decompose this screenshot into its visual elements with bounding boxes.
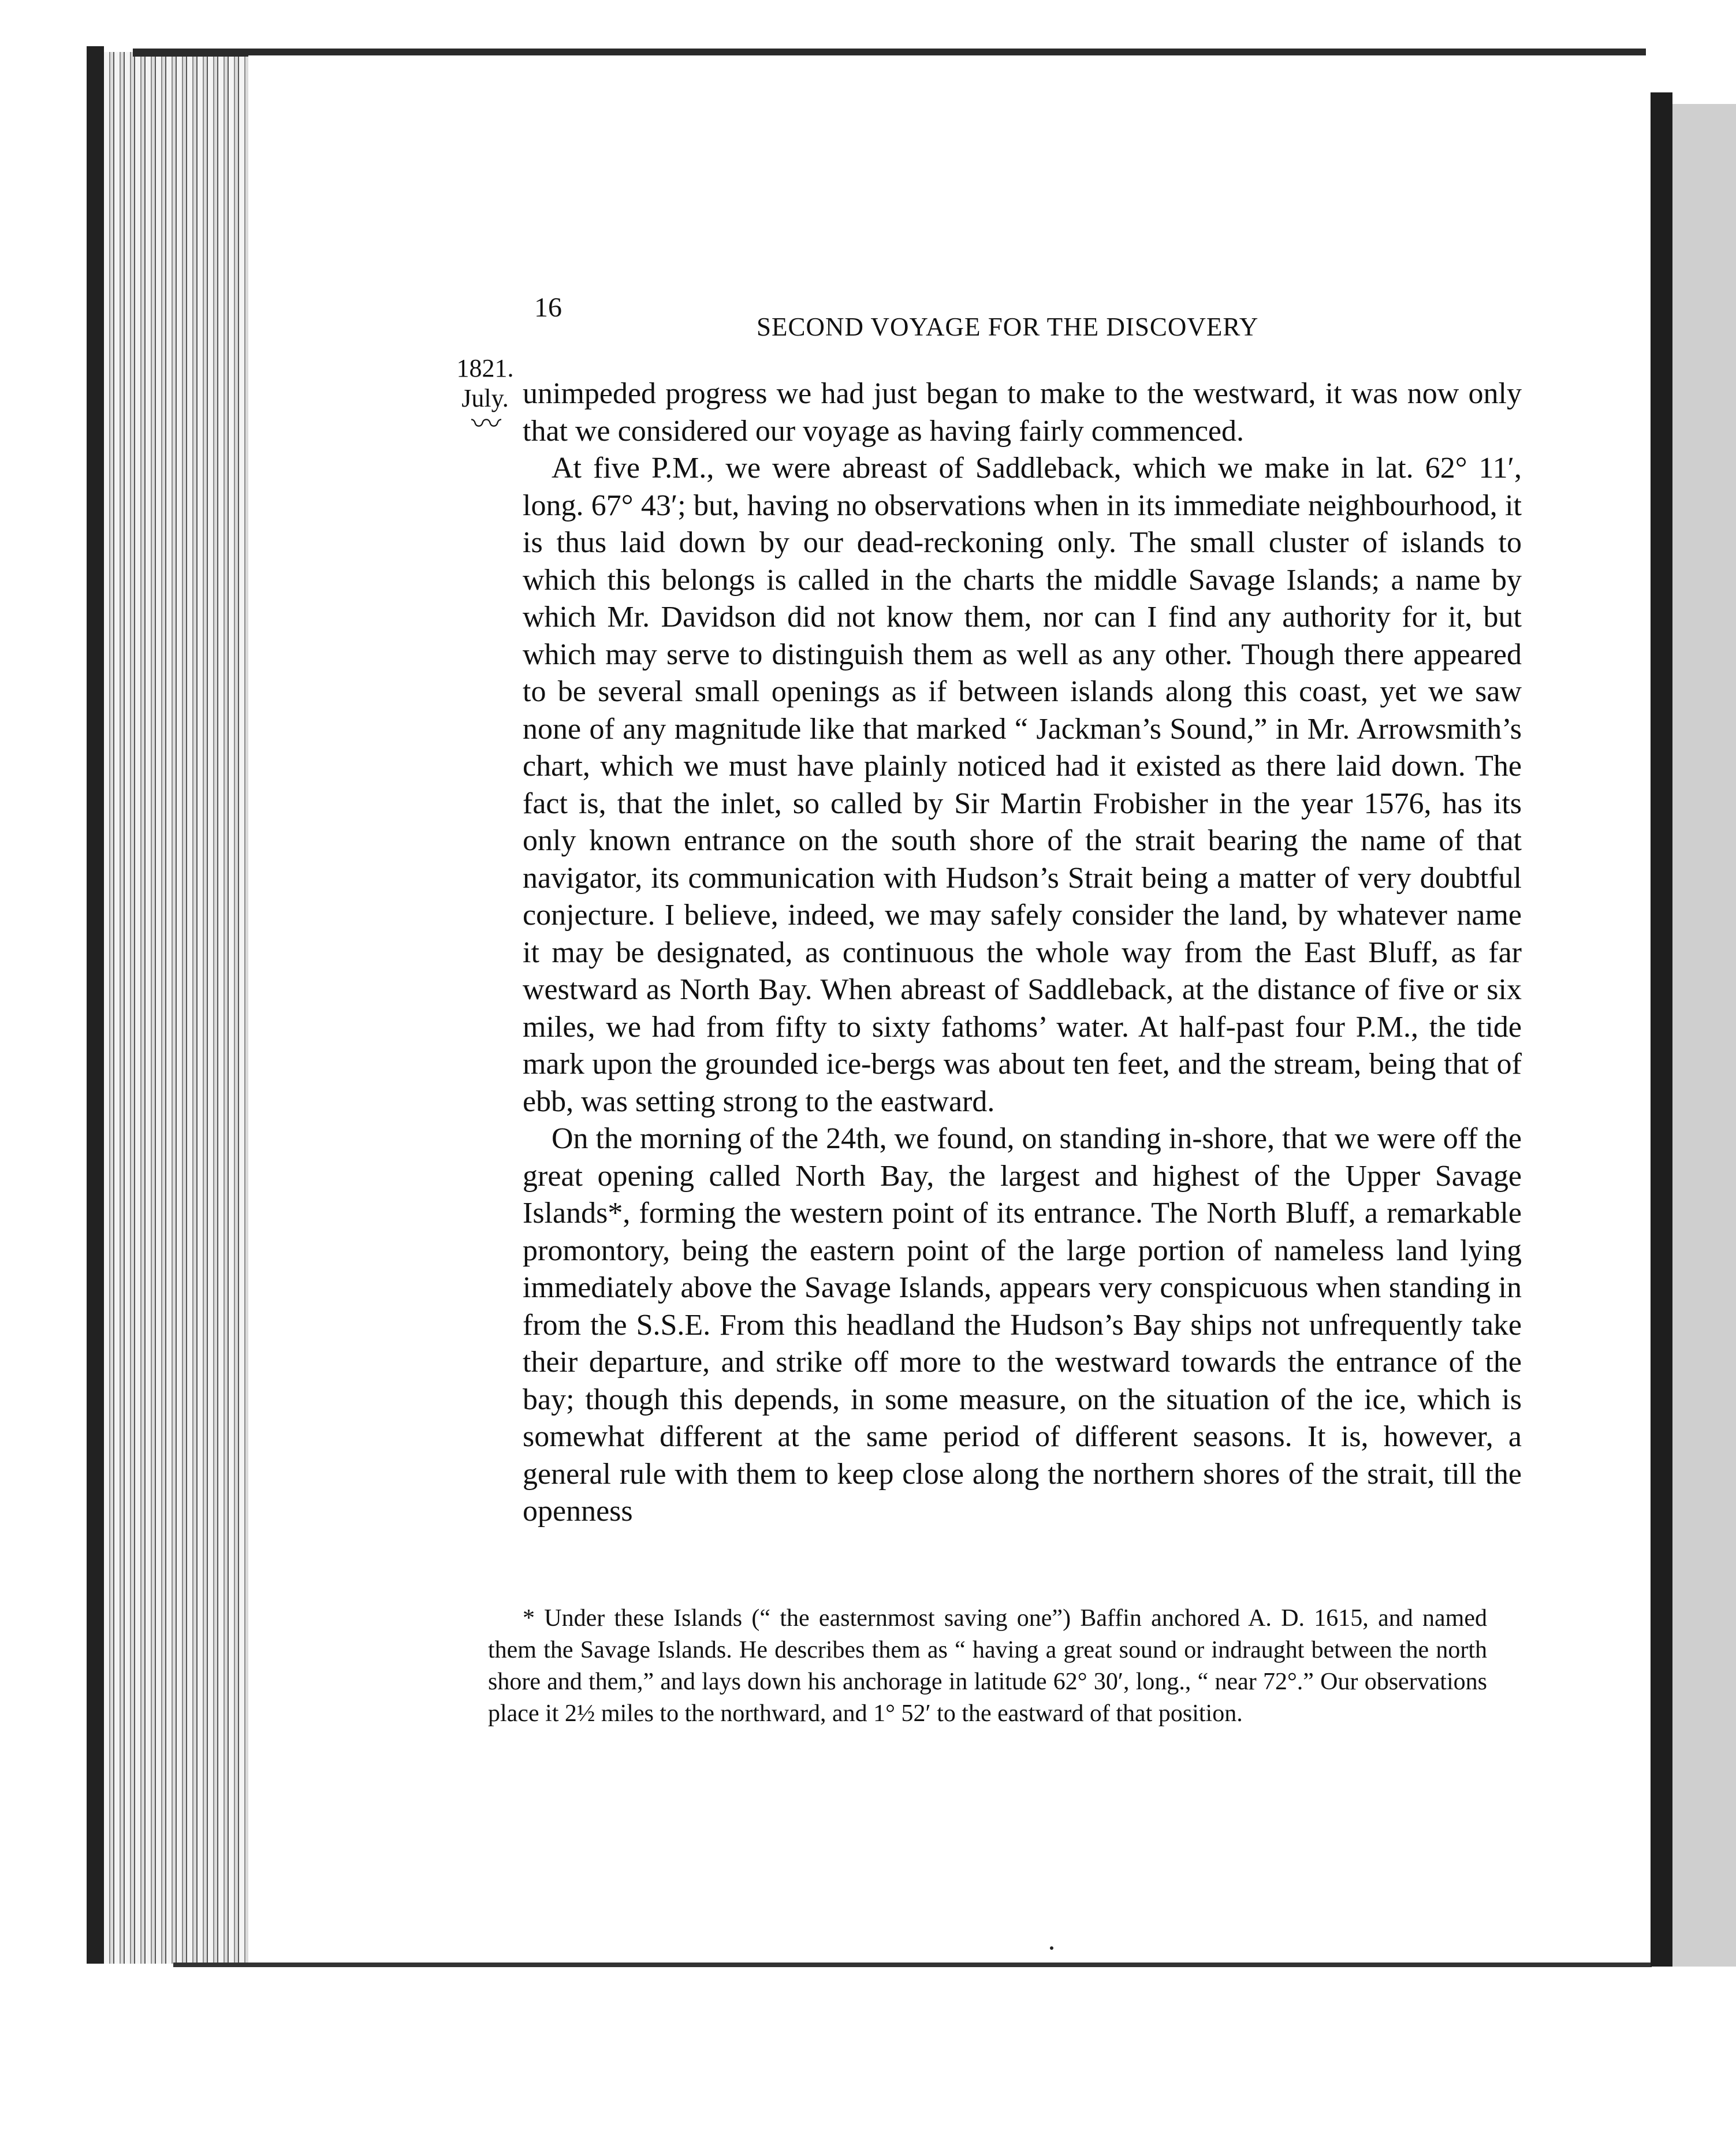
margin-ornament: 〰 [471,408,499,441]
paragraph: On the morning of the 24th, we found, on standing in-shore, that we were off the great opening called North Bay, the largest and highest of the Upper Savage Islands*, forming the western point of its entrance. The North Bluff, a remarkable promontory, being the eastern point of the large portion of nameless land lying immediately above the Savage Islands, appears very conspicuous when standing in from the S.S.E. From this headland the Hudson’s Bay ships not unfrequently take their departure, and strike off more to the westward towards the entrance of the bay; though this depends, in some measure, on the situation of the ice, which is somewhat different at the same period of different seasons. It is, however, a general rule with them to keep close along the northern shores of the strait, till the openness [523,1122,1522,1528]
footnote [488,1603,1487,1730]
footnote-text: * Under these Islands (“ the easternmost saving one”) Baffin anchored A. D. 1615, and named them the Savage Islands. He describes them as “ having a great sound or indraught between the north shore and them,” and lays down his anchorage in latitude 62° 30′, long., “ near 72°.” Our observations place it 2½ miles to the northward, and 1° 52′ to the eastward of that position. [488,1605,1487,1727]
scan-speck [1050,1946,1053,1950]
body-text [523,375,1522,1531]
paragraph-continuation: unimpeded progress we had just began to make to the westward, it was now only that we considered our voyage as having fairly commenced. [523,377,1522,448]
margin-month: July. [461,384,509,412]
running-head: SECOND VOYAGE FOR THE DISCOVERY [757,312,1259,341]
book-bottom-edge [173,1963,1652,1967]
book-spine-shadow [87,46,104,1964]
margin-date-note [450,353,520,441]
paragraph: At five P.M., we were abreast of Saddleback, which we make in lat. 62° 11′, long. 67° 43′; but, having no observations when in its immediate neighbourhood, it is thus laid down by our dead-reckoning only. The small cluster of islands to which this belongs is called in the charts the middle Savage Islands; a name by which Mr. Davidson did not know them, nor can I find any authority for it, but which may serve to distinguish them as well as any other. Though there appeared to be several small openings as if between islands along this coast, yet we saw none of any magnitude like that marked “ Jackman’s Sound,” in Mr. Arrowsmith’s chart, which we must have plainly noticed had it existed as there laid down. The fact is, that the inlet, so called by Sir Martin Frobisher in the year 1576, has its only known entrance on the south shore of the strait bearing the name of that navigator, its communication with Hudson’s Strait being a matter of very doubtful conjecture. I believe, indeed, we may safely consider the land, by whatever name it may be designated, as continuous the whole way from the East Bluff, as far westward as North Bay. When abreast of Saddleback, at the distance of five or six miles, we had from fifty to sixty fathoms’ water. At half-past four P.M., the tide mark upon the grounded ice-bergs was about ten feet, and the stream, being that of ebb, was setting strong to the eastward. [523,452,1522,1118]
right-edge-shadow [1651,92,1672,1967]
margin-year: 1821. [456,354,514,382]
page-edges [104,52,248,1964]
scan-background [1672,104,1736,1967]
page-number: 16 [534,292,562,323]
